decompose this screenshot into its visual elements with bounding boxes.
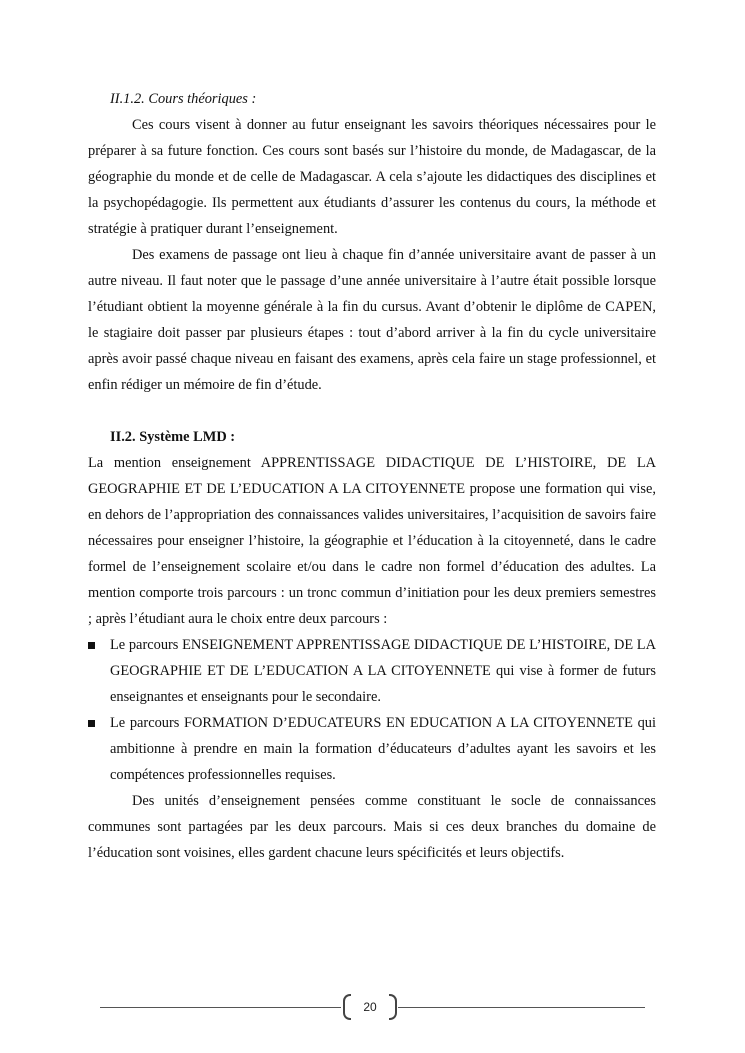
square-bullet-icon xyxy=(88,720,95,727)
paragraph-unites-enseignement: Des unités d’enseignement pensées comme constituant le socle de connaissances communes sont partagées par les deux parcours. Mais si ces deux branches du domaine de l’éducation sont voisines, elles gardent chacune leurs spécificités et leurs objectifs. xyxy=(88,793,656,861)
right-bracket-icon xyxy=(389,994,397,1020)
footer-rule-right xyxy=(398,1007,645,1008)
left-bracket-icon xyxy=(343,994,351,1020)
paragraph-cours-theoriques: Ces cours visent à donner au futur enseignant les savoirs théoriques nécessaires pour le préparer à sa future fonction. Ces cours sont basés sur l’histoire du monde, de Madagascar, de la géographie du monde et de celle de Madagascar. A cela s’ajoute les didactiques des disciplines et la psychopédagogie. Ils permettent aux étudiants d’assurer les contenus du cours, la méthode et stratégie à pratiquer durant l’enseignement. xyxy=(88,117,656,237)
page-footer xyxy=(100,994,645,1022)
bullet-item-parcours-formation xyxy=(88,710,656,788)
section-heading-systeme-lmd: II.2. Système LMD : xyxy=(110,429,236,445)
bullet-item-parcours-enseignement xyxy=(88,632,656,710)
page-body xyxy=(88,86,656,866)
footer-rule-left xyxy=(100,1007,341,1008)
page-number: 20 xyxy=(363,1000,377,1014)
bullet-text: Le parcours ENSEIGNEMENT APPRENTISSAGE DIDACTIQUE DE L’HISTOIRE, DE LA GEOGRAPHIE ET DE L’EDUCATION A LA CITOYENNETE qui vise à former de futurs enseignantes et enseignants pour le secondaire. xyxy=(110,637,656,705)
paragraph-mention-enseignement: La mention enseignement APPRENTISSAGE DIDACTIQUE DE L’HISTOIRE, DE LA GEOGRAPHIE ET DE L’EDUCATION A LA CITOYENNETE propose une formation qui vise, en dehors de l’appropriation des connaissances valides universitaires, l’acquisition de savoirs faire nécessaires pour enseigner l’histoire, la géographie et l’éducation à la citoyenneté, dans le cadre formel de l’enseignement scolaire et/ou dans le cadre non formel d’éducation des adultes. La mention comporte trois parcours : un tronc commun d’initiation pour les deux premiers semestres ; après l’étudiant aura le choix entre deux parcours : xyxy=(88,455,656,627)
section-spacer xyxy=(88,398,656,424)
bullet-text: Le parcours FORMATION D’EDUCATEURS EN EDUCATION A LA CITOYENNETE qui ambitionne à prendre en main la formation d’éducateurs d’adultes ayant les savoirs et les compétences professionnelles requises. xyxy=(110,715,656,783)
paragraph-examens-passage: Des examens de passage ont lieu à chaque fin d’année universitaire avant de passer à un autre niveau. Il faut noter que le passage d’une année universitaire à l’autre était possible lorsque l’étudiant obtient la moyenne générale à la fin du cursus. Avant d’obtenir le diplôme de CAPEN, le stagiaire doit passer par plusieurs étapes : tout d’abord arriver à la fin du cycle universitaire après avoir passé chaque niveau en faisant des examens, après cela faire un stage professionnel, et enfin rédiger un mémoire de fin d’étude. xyxy=(88,247,656,393)
section-heading-cours-theoriques: II.1.2. Cours théoriques : xyxy=(110,91,257,107)
square-bullet-icon xyxy=(88,642,95,649)
